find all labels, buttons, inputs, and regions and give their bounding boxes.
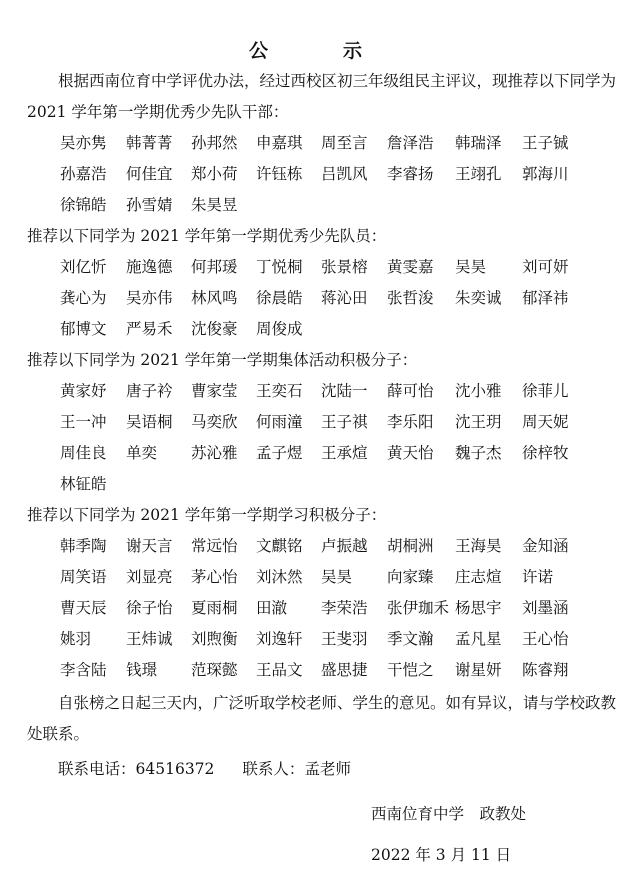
- student-name: 单奕: [126, 444, 158, 462]
- student-name: 王翊孔: [455, 165, 502, 183]
- student-name: 王承煊: [321, 444, 368, 462]
- name-row: [60, 624, 620, 655]
- student-name: 黄家妤: [60, 382, 107, 400]
- student-name: 刘可妍: [522, 258, 569, 276]
- student-name: 徐子怡: [126, 599, 173, 617]
- student-name: 孙邦然: [191, 134, 238, 152]
- student-name: 何佳宜: [126, 165, 173, 183]
- student-name: 吴昊: [455, 258, 487, 276]
- name-list: [60, 376, 620, 500]
- student-name: 胡桐洲: [387, 537, 434, 555]
- name-row: [60, 376, 620, 407]
- page-title: 公 示: [248, 40, 390, 62]
- student-name: 金知涵: [522, 537, 569, 555]
- name-row: [60, 438, 620, 469]
- student-name: 徐梓牧: [522, 444, 569, 462]
- student-name: 申嘉琪: [256, 134, 303, 152]
- student-name: 盛思捷: [321, 661, 368, 679]
- phone-number: 64516372: [135, 760, 215, 778]
- student-name: 施逸德: [126, 258, 173, 276]
- student-name: 沈王玥: [455, 413, 502, 431]
- student-name: 钱璟: [126, 661, 158, 679]
- student-name: 徐菲儿: [522, 382, 569, 400]
- signature-date: 2022 年 3 月 11 日: [371, 846, 512, 864]
- student-name: 周佳良: [60, 444, 107, 462]
- name-row: [60, 252, 620, 283]
- student-name: 李荣浩: [321, 599, 368, 617]
- student-name: 姚羽: [60, 630, 92, 648]
- student-name: 何邦瑗: [191, 258, 238, 276]
- student-name: 周至言: [321, 134, 368, 152]
- student-name: 王子祺: [321, 413, 368, 431]
- student-name: 孙嘉浩: [60, 165, 107, 183]
- student-name: 黄天怡: [387, 444, 434, 462]
- name-row: [60, 283, 620, 314]
- student-name: 吴昊: [321, 568, 353, 586]
- student-name: 王海昊: [455, 537, 502, 555]
- student-name: 徐晨皓: [256, 289, 303, 307]
- intro-paragraph: 根据西南位育中学评优办法，经过西校区初三年级组民主评议，现推荐以下同学为 2021 学年第一学期优秀少先队干部：: [27, 72, 617, 121]
- name-list: [60, 252, 620, 345]
- student-name: 王奕石: [256, 382, 303, 400]
- student-name: 魏子杰: [455, 444, 502, 462]
- student-name: 吴语桐: [126, 413, 173, 431]
- student-name: 王一冲: [60, 413, 107, 431]
- student-name: 张伊珈禾: [387, 599, 450, 617]
- name-row: [60, 159, 620, 190]
- student-name: 曹天辰: [60, 599, 107, 617]
- student-name: 王斐羽: [321, 630, 368, 648]
- student-name: 沈小雅: [455, 382, 502, 400]
- section-heading: 推荐以下同学为 2021 学年第一学期集体活动积极分子：: [27, 351, 418, 369]
- student-name: 马奕欣: [191, 413, 238, 431]
- student-name: 李含陆: [60, 661, 107, 679]
- student-name: 张哲浚: [387, 289, 434, 307]
- name-row: [60, 469, 620, 500]
- name-list: [60, 128, 620, 221]
- name-row: [60, 314, 620, 345]
- student-name: 郭海川: [522, 165, 569, 183]
- name-row: [60, 593, 620, 624]
- student-name: 刘亿忻: [60, 258, 107, 276]
- student-name: 薛可怡: [387, 382, 434, 400]
- name-list: [60, 531, 620, 686]
- student-name: 周笑语: [60, 568, 107, 586]
- student-name: 蒋沁田: [321, 289, 368, 307]
- student-name: 张景榕: [321, 258, 368, 276]
- student-name: 季文瀚: [387, 630, 434, 648]
- student-name: 王炜诚: [126, 630, 173, 648]
- student-name: 卢振越: [321, 537, 368, 555]
- student-name: 朱昊昱: [191, 196, 238, 214]
- student-name: 刘墨涵: [522, 599, 569, 617]
- student-name: 韩菁菁: [126, 134, 173, 152]
- student-name: 谢星妍: [455, 661, 502, 679]
- contact-line: [58, 754, 351, 785]
- name-row: [60, 190, 620, 221]
- student-name: 沈陆一: [321, 382, 368, 400]
- student-name: 杨思宇: [455, 599, 502, 617]
- student-name: 许钰栋: [256, 165, 303, 183]
- signature-org: 西南位育中学 政教处: [371, 805, 527, 823]
- student-name: 韩季陶: [60, 537, 107, 555]
- student-name: 李睿扬: [387, 165, 434, 183]
- student-name: 夏雨桐: [191, 599, 238, 617]
- name-row: [60, 562, 620, 593]
- student-name: 干恺之: [387, 661, 434, 679]
- student-name: 王子铖: [522, 134, 569, 152]
- student-name: 孙雪婧: [126, 196, 173, 214]
- name-row: [60, 128, 620, 159]
- name-row: [60, 655, 620, 686]
- student-name: 唐子衿: [126, 382, 173, 400]
- student-name: 周天妮: [522, 413, 569, 431]
- student-name: 王品文: [256, 661, 303, 679]
- student-name: 龚心为: [60, 289, 107, 307]
- student-name: 许诺: [522, 568, 554, 586]
- student-name: 刘显亮: [126, 568, 173, 586]
- student-name: 林钲皓: [60, 475, 107, 493]
- name-row: [60, 531, 620, 562]
- student-name: 郁泽祎: [522, 289, 569, 307]
- student-name: 郑小荷: [191, 165, 238, 183]
- student-name: 朱奕诚: [455, 289, 502, 307]
- student-name: 沈俊豪: [191, 320, 238, 338]
- contact-person-label: 联系人：: [242, 760, 305, 778]
- phone-label: 联系电话：: [58, 760, 136, 778]
- student-name: 田澈: [256, 599, 288, 617]
- student-name: 曹家莹: [191, 382, 238, 400]
- student-name: 吴亦伟: [126, 289, 173, 307]
- student-name: 周俊成: [256, 320, 303, 338]
- student-name: 刘逸轩: [256, 630, 303, 648]
- student-name: 詹泽浩: [387, 134, 434, 152]
- student-name: 向家臻: [387, 568, 434, 586]
- student-name: 王心怡: [522, 630, 569, 648]
- student-name: 孟子煜: [256, 444, 303, 462]
- section-heading: 推荐以下同学为 2021 学年第一学期学习积极分子：: [27, 506, 387, 524]
- student-name: 林风鸣: [191, 289, 238, 307]
- student-name: 韩瑞泽: [455, 134, 502, 152]
- student-name: 谢天言: [126, 537, 173, 555]
- student-name: 陈睿翔: [522, 661, 569, 679]
- student-name: 李乐阳: [387, 413, 434, 431]
- student-name: 徐锦皓: [60, 196, 107, 214]
- student-name: 孟凡星: [455, 630, 502, 648]
- name-row: [60, 407, 620, 438]
- student-name: 何雨潼: [256, 413, 303, 431]
- student-name: 常远怡: [191, 537, 238, 555]
- student-name: 严易禾: [126, 320, 173, 338]
- student-name: 刘沐然: [256, 568, 303, 586]
- section-heading: 推荐以下同学为 2021 学年第一学期优秀少先队员：: [27, 227, 387, 245]
- student-name: 吴亦隽: [60, 134, 107, 152]
- student-name: 刘煦衡: [191, 630, 238, 648]
- student-name: 吕凯风: [321, 165, 368, 183]
- student-name: 郁博文: [60, 320, 107, 338]
- contact-person: 孟老师: [304, 760, 351, 778]
- notice-paragraph: 自张榜之日起三天内，广泛听取学校老师、学生的意见。如有异议，请与学校政教处联系。: [27, 694, 617, 743]
- student-name: 文麒铭: [256, 537, 303, 555]
- student-name: 苏沁雅: [191, 444, 238, 462]
- student-name: 黄雯嘉: [387, 258, 434, 276]
- student-name: 茅心怡: [191, 568, 238, 586]
- student-name: 庄志煊: [455, 568, 502, 586]
- student-name: 丁悦桐: [256, 258, 303, 276]
- student-name: 范琛懿: [191, 661, 238, 679]
